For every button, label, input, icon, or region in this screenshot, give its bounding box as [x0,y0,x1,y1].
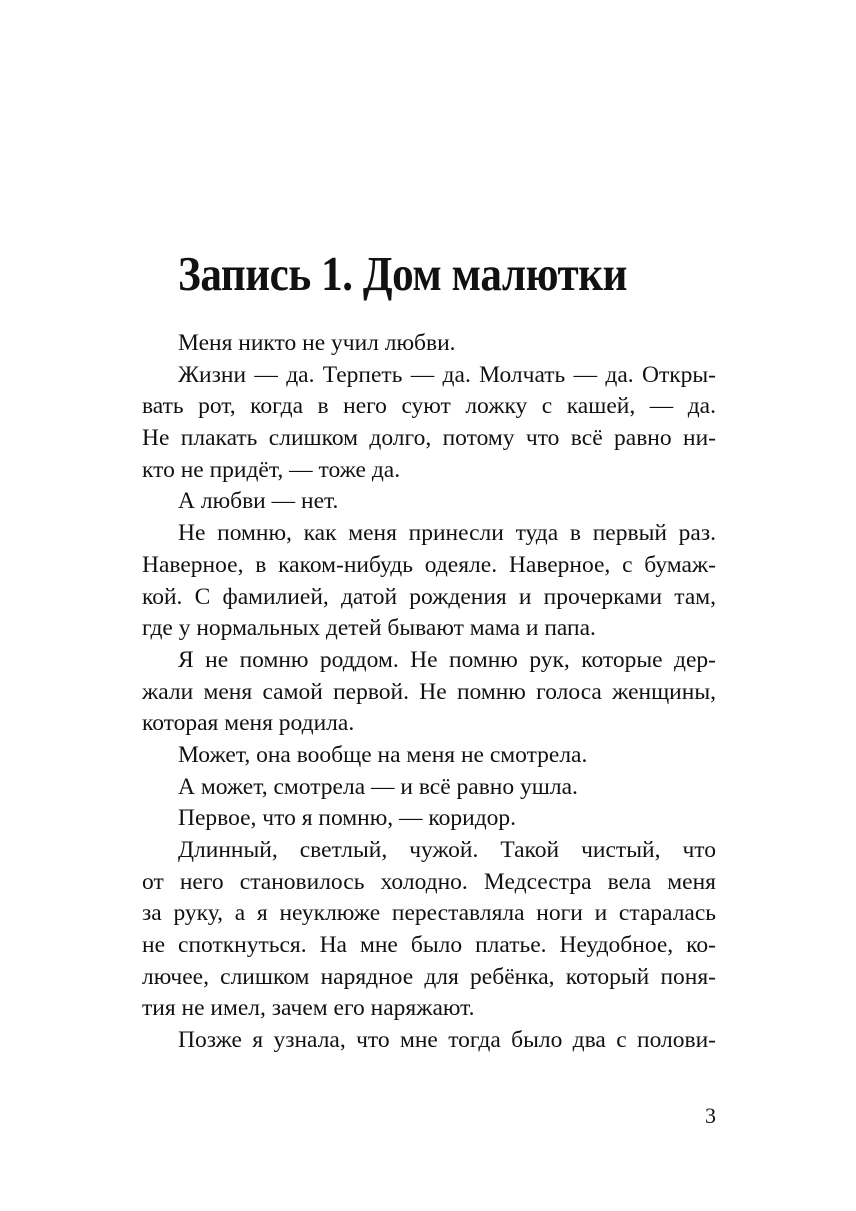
text-line: Первое, что я помню, — коридор. [178,805,517,832]
chapter-title: Запись 1. Дом малютки [178,246,628,301]
text-line: Может, она вообще на меня не смотрела. [178,741,588,768]
text-line: Не помню, как меня принесли туда в первый раз. [178,520,716,547]
text-line: за руку, а я неуклюже переставляла ноги и старалась [142,900,716,927]
text-line: тия не имел, зачем его наряжают. [142,995,475,1022]
text-line: лючее, слишком нарядное для ребёнка, который поня- [142,963,716,990]
text-line: где у нормальных детей бывают мама и папа. [142,615,596,642]
text-line: не споткнуться. На мне было платье. Неудобное, ко- [142,932,716,959]
text-line: А любви — нет. [178,488,339,515]
page-number: 3 [705,1103,716,1128]
text-line: жали меня самой первой. Не помню голоса женщины, [142,678,716,705]
text-line: вать рот, когда в него суют ложку с кашей, — да. [142,393,716,420]
text-line: Не плакать слишком долго, потому что всё равно ни- [142,425,716,452]
text-line: Меня никто не учил любви. [178,330,456,356]
text-line: которая меня родила. [142,710,355,737]
text-line: кой. С фамилией, датой рождения и прочерками там, [142,583,716,610]
text-line: Я не помню роддом. Не помню рук, которые дер- [178,646,716,673]
body-text [142,328,716,1057]
text-line: Жизни — да. Терпеть — да. Молчать — да. Откры- [178,361,716,388]
text-line: от него становилось холодно. Медсестра вела меня [142,868,716,895]
text-line: Позже я узнала, что мне тогда было два с полови- [178,1027,716,1054]
text-line: Длинный, светлый, чужой. Такой чистый, что [178,837,716,863]
text-line: А может, смотрела — и всё равно ушла. [178,773,578,800]
text-line: Наверное, в каком-нибудь одеяле. Наверное, с бумаж- [142,551,716,578]
text-line: кто не придёт, — тоже да. [142,456,401,483]
